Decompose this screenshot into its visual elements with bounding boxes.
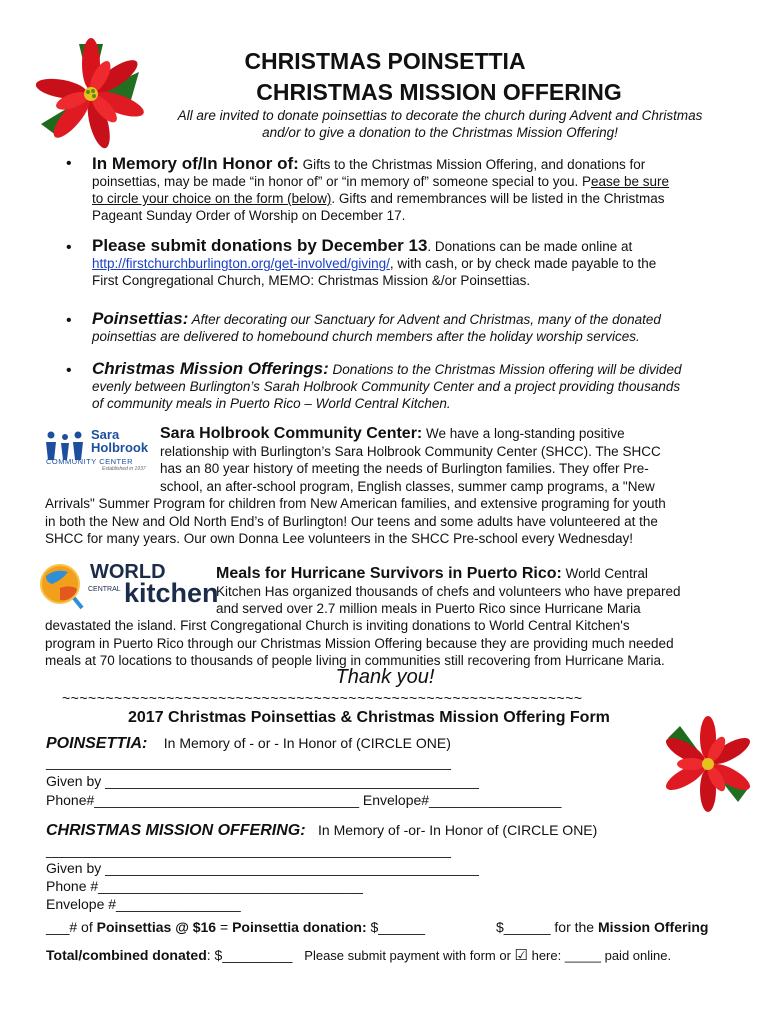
count-text: $______ xyxy=(366,919,426,935)
globe-icon xyxy=(38,562,84,610)
submit-text: Please submit payment with form or xyxy=(304,948,515,963)
wck-paragraph-bottom xyxy=(45,617,750,670)
shcc-logo-subtitle: COMMUNITY CENTER xyxy=(46,457,134,466)
bullet-offerings-dot: • xyxy=(66,362,72,379)
shcc-text: SHCC for many years. Our own Donna Lee volunteers in the SHCC Pre-school every Wednesday! xyxy=(45,531,634,546)
poinsettia-phone-envelope xyxy=(46,792,561,808)
bullet-memory xyxy=(92,155,732,224)
bullet-offerings-text: Donations to the Christmas Mission offering will be divided xyxy=(328,362,682,377)
shcc-heading: Sara Holbrook Community Center: xyxy=(160,425,423,442)
intro-line-2: and/or to give a donation to the Christmas Mission Offering! xyxy=(262,125,618,140)
wck-text: and served over 2.7 million meals in Puerto Rico since Hurricane Maria xyxy=(216,601,641,616)
shcc-text: has an 80 year history of meeting the needs of Burlington families. They offer Pre- xyxy=(160,461,649,476)
bullet-memory-underlined: ease be sure xyxy=(590,174,670,189)
bullet-deadline-text: First Congregational Church, MEMO: Christmas Mission &/or Poinsettias. xyxy=(92,273,531,288)
wck-text: Kitchen Has organized thousands of chefs and volunteers who have prepared xyxy=(216,583,681,599)
shcc-logo-text: Holbrook xyxy=(91,440,149,455)
wck-logo-text: kitchen xyxy=(124,578,219,608)
shcc-paragraph-top xyxy=(160,425,720,495)
shcc-logo-established: Established in 1937 xyxy=(102,466,146,472)
shcc-logo-text: Sara xyxy=(91,427,120,442)
poinsettia-label: POINSETTIA: xyxy=(46,735,148,752)
mission-given-by-field[interactable]: Given by ________________________________________________ xyxy=(46,860,479,876)
checkbox-icon[interactable]: ☑ xyxy=(514,947,528,964)
shcc-text: school, an after-school program, English classes, summer camp programs, a "New xyxy=(160,478,655,494)
form-title: 2017 Christmas Poinsettias & Christmas Mission Offering Form xyxy=(128,709,610,726)
poinsettia-name-field[interactable]: ____________________________________________________ xyxy=(46,754,451,770)
poinsettia-envelope-field[interactable]: Envelope#_________________ xyxy=(359,792,562,808)
bullet-poinsettias-text: poinsettias are delivered to homebound church members after the holiday worship services. xyxy=(92,329,640,344)
count-text: = xyxy=(216,919,233,935)
bullet-deadline-dot: • xyxy=(66,239,72,256)
title-line-2: CHRISTMAS MISSION OFFERING xyxy=(256,79,622,105)
bullet-poinsettias-text: After decorating our Sanctuary for Advent and Christmas, many of the donated xyxy=(188,312,661,327)
bullet-memory-text: poinsettias, may be made “in honor of” or “in memory of” someone special to you. P xyxy=(92,174,591,189)
poinsettia-count-field[interactable] xyxy=(46,919,425,935)
bullet-memory-dot: • xyxy=(66,155,72,172)
bullet-memory-text: . Gifts and remembrances will be listed in the Christmas xyxy=(331,191,665,206)
bullet-poinsettias xyxy=(92,310,732,345)
bullet-memory-text: Gifts to the Christmas Mission Offering, and donations for xyxy=(298,157,646,172)
wck-heading: Meals for Hurricane Survivors in Puerto Rico: xyxy=(216,565,562,582)
shcc-text: in both the New and Old North End’s of Burlington! Our teens and some adults have volunteered at the xyxy=(45,513,658,529)
mission-label: CHRISTMAS MISSION OFFERING: xyxy=(46,822,306,839)
poinsettia-choice[interactable]: In Memory of - or - In Honor of (CIRCLE ONE) xyxy=(163,735,451,751)
mission-phone-field[interactable]: Phone #__________________________________ xyxy=(46,878,363,894)
wck-text: meals at 70 locations to thousands of people living in communities still recovering from Hurricane Maria. xyxy=(45,653,665,668)
shcc-text: We have a long-standing positive xyxy=(422,426,625,441)
title-line-1: CHRISTMAS POINSETTIA xyxy=(244,48,526,74)
poinsettia-phone-field[interactable]: Phone#__________________________________ xyxy=(46,792,359,808)
bullet-poinsettias-heading: Poinsettias: xyxy=(92,309,189,328)
poinsettia-given-by-field[interactable]: Given by ________________________________________________ xyxy=(46,773,479,789)
bullet-deadline-text: , with cash, or by check made payable to the xyxy=(389,256,657,271)
intro-line-1: All are invited to donate poinsettias to decorate the church during Advent and Christmas xyxy=(177,108,703,123)
total-row xyxy=(46,946,671,964)
shcc-paragraph-bottom xyxy=(45,495,745,548)
shcc-logo xyxy=(44,428,156,470)
total-label: Total/combined donated xyxy=(46,947,207,963)
bullet-offerings-heading: Christmas Mission Offerings: xyxy=(92,359,329,378)
bullet-offerings-text: evenly between Burlington’s Sarah Holbrook Community Center and a project providing thousands xyxy=(92,379,681,394)
wck-text: devastated the island. First Congregational Church is inviting donations to World Central Kitchen's xyxy=(45,618,630,633)
total-field[interactable]: : $_________ xyxy=(206,947,293,963)
bullet-memory-text: Pageant Sunday Order of Worship on December 17. xyxy=(92,208,406,223)
wck-logo xyxy=(38,560,219,612)
bullet-offerings-text: of community meals in Puerto Rico – World Central Kitchen. xyxy=(92,396,451,411)
bullet-memory-underlined: to circle your choice on the form (below) xyxy=(92,191,332,206)
bullet-deadline-text: . Donations can be made online at xyxy=(427,239,633,254)
mission-amount-text: $______ for the xyxy=(496,919,598,935)
count-text: ___# of xyxy=(46,919,97,935)
wck-text: World Central xyxy=(561,566,648,581)
divider: ~~~~~~~~~~~~~~~~~~~~~~~~~~~~~~~~~~~~~~~~~~~~~~~~~~~~~~~~~~~~ xyxy=(62,690,583,706)
wck-logo-text: WORLD xyxy=(90,561,166,583)
paid-online-field[interactable]: here: _____ paid online. xyxy=(527,948,672,963)
mission-row xyxy=(46,822,597,840)
shcc-text: relationship with Burlington’s Sara Holbrook Community Center (SHCC). The SHCC xyxy=(160,443,661,459)
mission-amount-bold: Mission Offering xyxy=(597,919,709,935)
bullet-deadline xyxy=(92,237,732,289)
bullet-memory-heading: In Memory of/In Honor of: xyxy=(92,154,299,173)
mission-name-field[interactable]: ____________________________________________________ xyxy=(46,842,451,858)
count-text-bold: Poinsettias @ $16 xyxy=(96,919,217,935)
poinsettia-image-form xyxy=(660,714,756,812)
mission-choice[interactable]: In Memory of -or- In Honor of (CIRCLE ONE) xyxy=(318,822,598,838)
bullet-poinsettias-dot: • xyxy=(66,312,72,329)
shcc-text: Arrivals" Summer Program for children from New American families, and extensive programing for youth xyxy=(45,496,666,511)
wck-paragraph-top xyxy=(216,565,746,618)
thank-you: Thank you! xyxy=(335,666,435,688)
bullet-offerings xyxy=(92,360,732,412)
giving-link[interactable]: http://firstchurchburlington.org/get-involved/giving/ xyxy=(92,256,390,271)
wck-text: program in Puerto Rico through our Christmas Mission Offering because they are providing much needed xyxy=(45,635,674,651)
count-text-bold: Poinsettia donation: xyxy=(232,919,367,935)
mission-envelope-field[interactable]: Envelope #________________ xyxy=(46,896,241,912)
wck-logo-small: CENTRAL xyxy=(88,586,121,593)
mission-amount-field[interactable] xyxy=(496,919,708,935)
bullet-deadline-heading: Please submit donations by December 13 xyxy=(92,236,428,255)
poinsettia-row xyxy=(46,735,451,753)
